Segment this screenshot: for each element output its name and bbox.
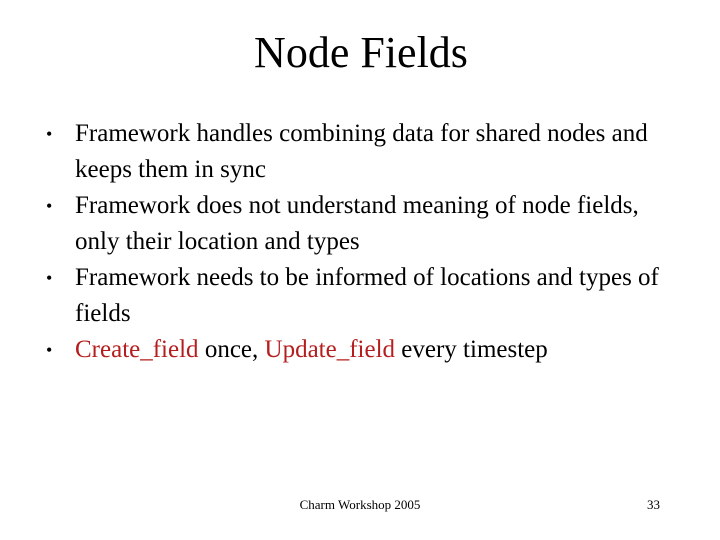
bullet-item xyxy=(46,332,686,368)
bullet-text: Framework does not understand meaning of node fields, only their location and types xyxy=(75,192,639,255)
bullet-icon: • xyxy=(46,340,53,360)
bullet-icon: • xyxy=(46,124,53,144)
create-field-term: Create_field xyxy=(75,336,199,363)
bullet-list xyxy=(46,116,686,368)
bullet-item xyxy=(46,116,686,188)
bullet-text-segment: every timestep xyxy=(395,336,548,363)
bullet-icon: • xyxy=(46,196,53,216)
bullet-text-segment: once, xyxy=(198,336,265,363)
bullet-item xyxy=(46,260,686,332)
bullet-icon: • xyxy=(46,268,53,288)
bullet-text: Framework needs to be informed of locations and types of fields xyxy=(75,264,659,327)
bullet-text: Framework handles combining data for shared nodes and keeps them in sync xyxy=(75,120,648,183)
slide-footer: Charm Workshop 2005 xyxy=(299,497,421,512)
update-field-term: Update_field xyxy=(264,336,396,363)
slide-title: Node Fields xyxy=(254,28,468,77)
bullet-item xyxy=(46,188,686,260)
page-number: 33 xyxy=(647,497,660,512)
